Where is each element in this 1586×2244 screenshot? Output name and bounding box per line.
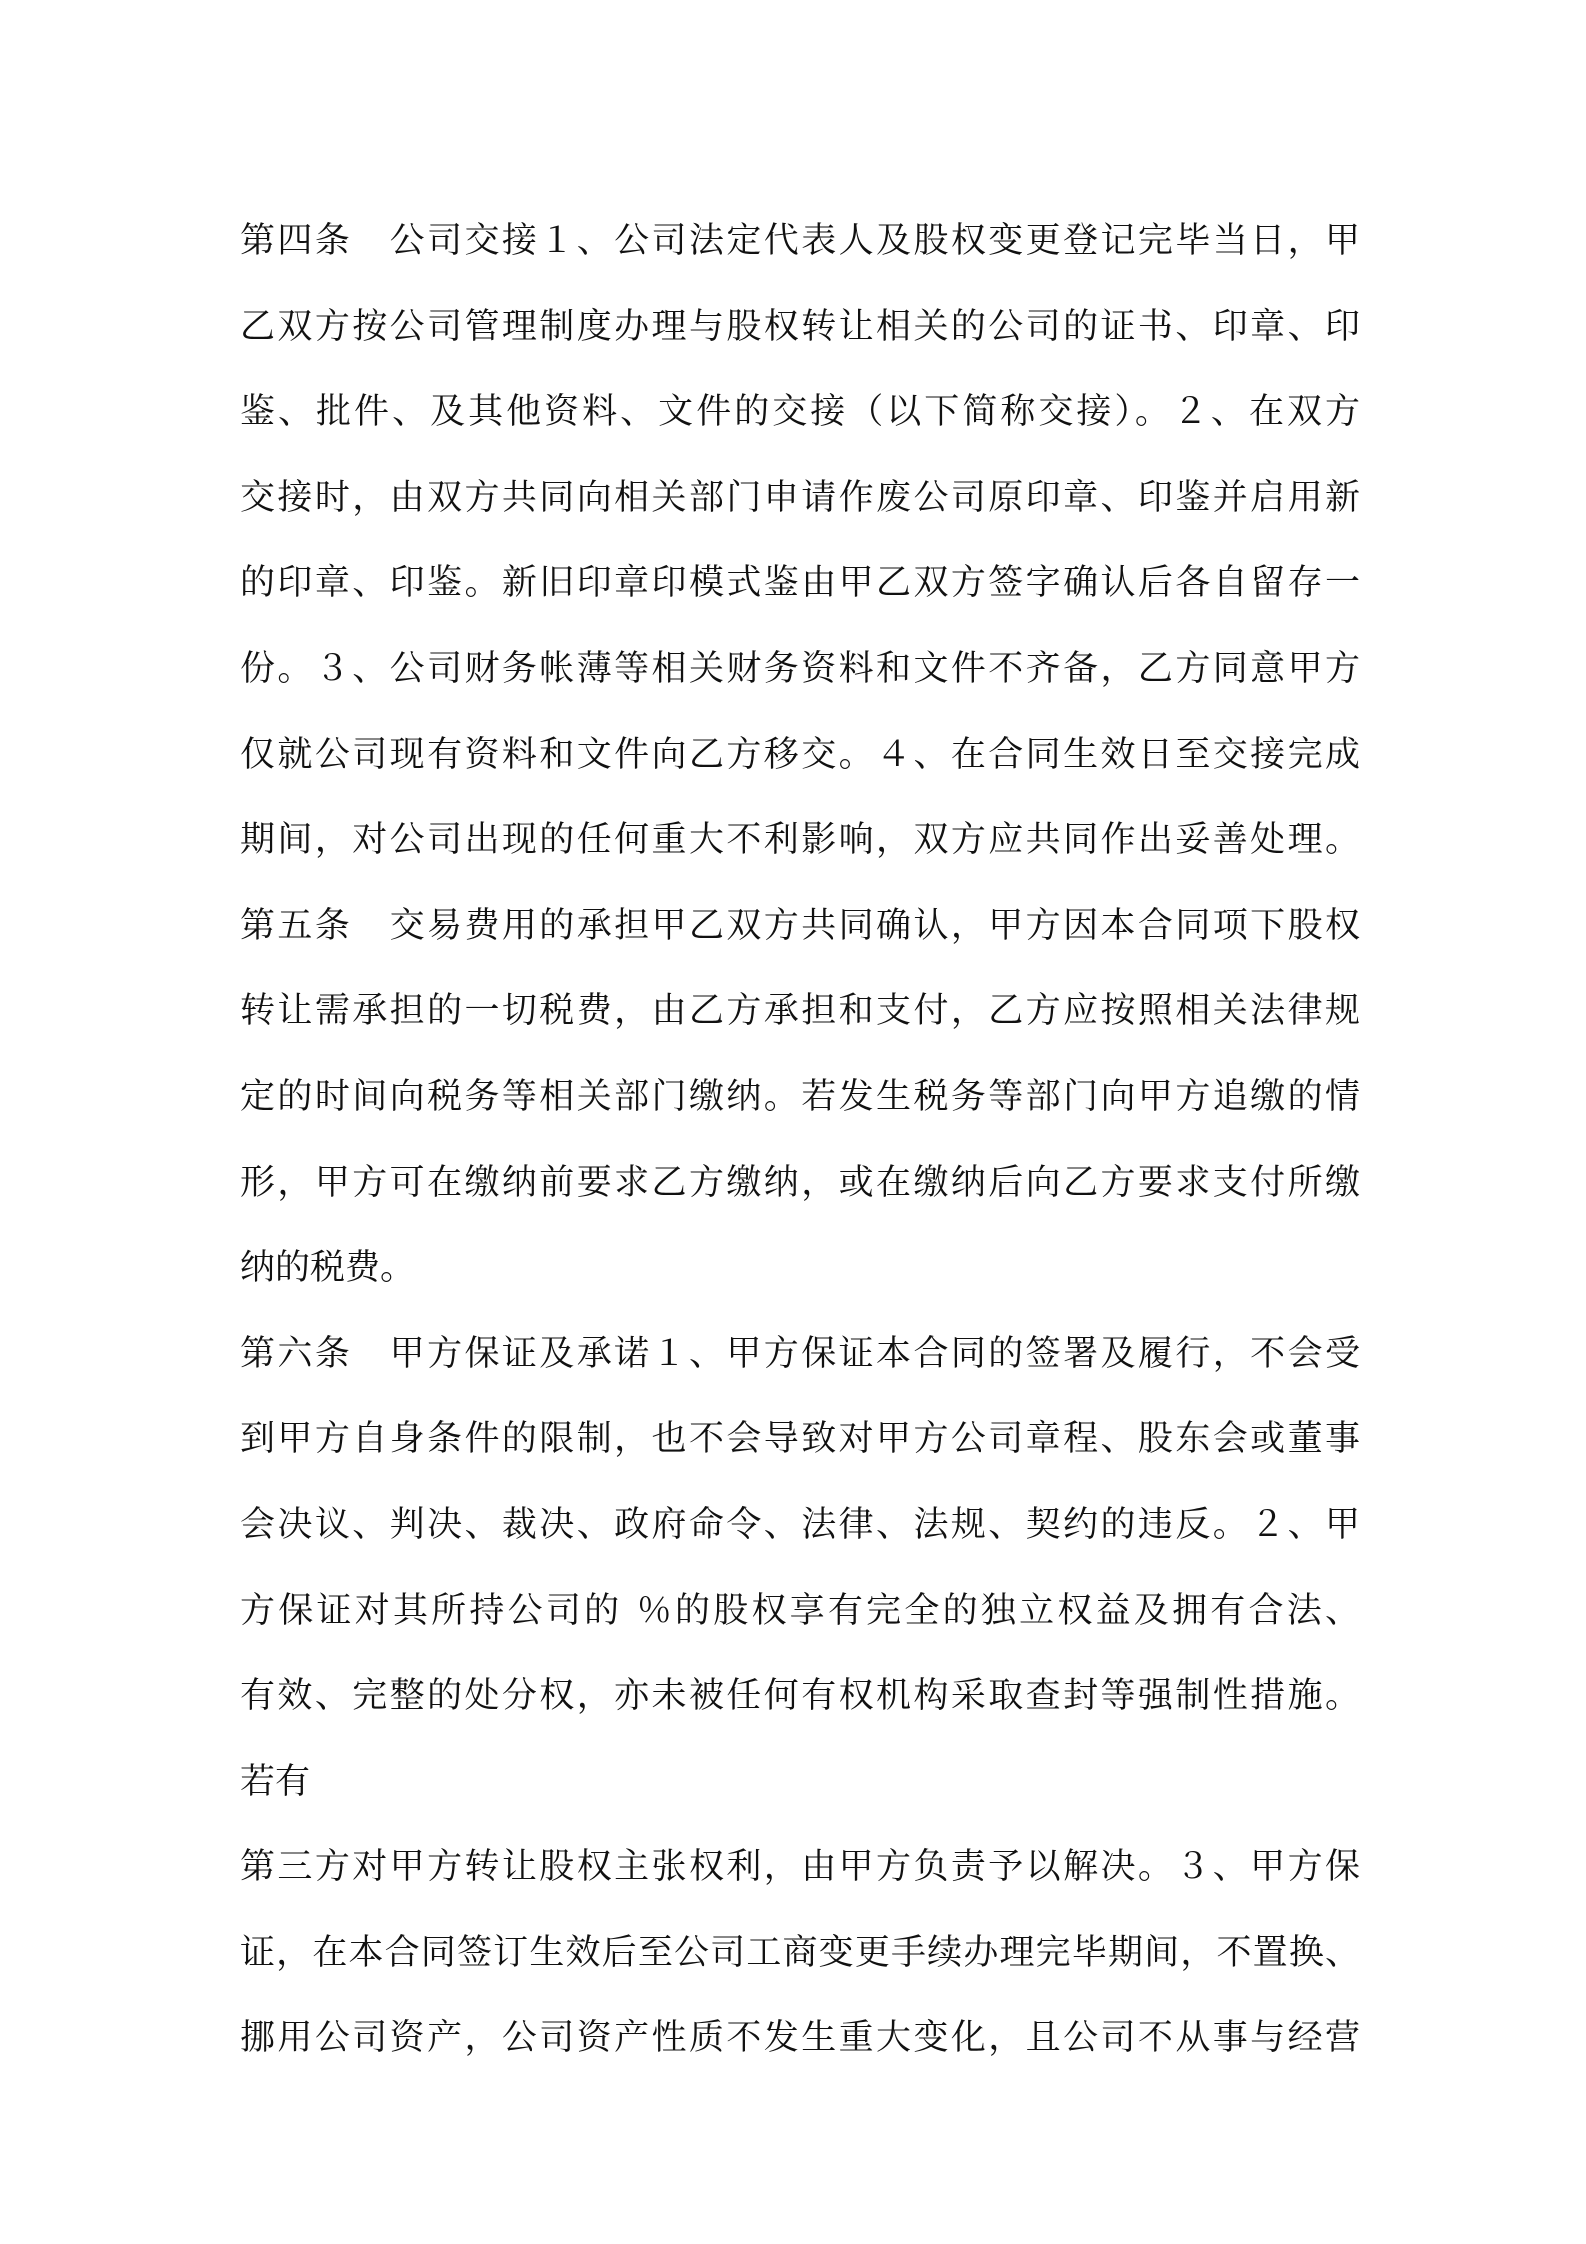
text-line: 第四条 公司交接１、公司法定代表人及股权变更登记完毕当日，甲 bbox=[240, 221, 1360, 261]
text-line: 份。３、公司财务帐薄等相关财务资料和文件不齐备，乙方同意甲方 bbox=[240, 648, 1360, 689]
text-line: 第三方对甲方转让股权主张权利，由甲方负责予以解决。３、甲方保 bbox=[240, 1847, 1360, 1888]
text-line: 期间，对公司出现的任何重大不利影响，双方应共同作出妥善处理。 bbox=[240, 820, 1360, 861]
text-line: 仅就公司现有资料和文件向乙方移交。４、在合同生效日至交接完成 bbox=[240, 734, 1360, 775]
contract-body-text bbox=[240, 199, 1360, 2082]
text-line: 有效、完整的处分权，亦未被任何有权机构采取查封等强制性措施。 bbox=[240, 1676, 1360, 1717]
text-line: 形，甲方可在缴纳前要求乙方缴纳，或在缴纳后向乙方要求支付所缴 bbox=[240, 1162, 1360, 1203]
text-line: 方保证对其所持公司的 ％的股权享有完全的独立权益及拥有合法、 bbox=[240, 1590, 1360, 1631]
text-line: 转让需承担的一切税费，由乙方承担和支付，乙方应按照相关法律规 bbox=[240, 991, 1360, 1032]
text-line: 第六条 甲方保证及承诺１、甲方保证本合同的签署及履行，不会受 bbox=[240, 1333, 1360, 1374]
text-line: 第五条 交易费用的承担甲乙双方共同确认，甲方因本合同项下股权 bbox=[240, 905, 1360, 946]
text-line: 的印章、印鉴。新旧印章印模式鉴由甲乙双方签字确认后各自留存一 bbox=[240, 563, 1360, 604]
text-line: 若有 bbox=[240, 1761, 311, 1802]
text-line: 证，在本合同签订生效后至公司工商变更手续办理完毕期间，不置换、 bbox=[240, 1932, 1360, 1973]
text-line: 定的时间向税务等相关部门缴纳。若发生税务等部门向甲方追缴的情 bbox=[240, 1076, 1360, 1117]
text-line: 鉴、批件、及其他资料、文件的交接（以下简称交接）。２、在双方 bbox=[240, 392, 1360, 433]
text-line: 纳的税费。 bbox=[240, 1248, 416, 1289]
text-line: 会决议、判决、裁决、政府命令、法律、法规、契约的违反。２、甲 bbox=[240, 1504, 1360, 1545]
text-line: 挪用公司资产，公司资产性质不发生重大变化，且公司不从事与经营 bbox=[240, 2018, 1360, 2059]
text-line: 到甲方自身条件的限制，也不会导致对甲方公司章程、股东会或董事 bbox=[240, 1419, 1360, 1460]
text-line: 交接时，由双方共同向相关部门申请作废公司原印章、印鉴并启用新 bbox=[240, 477, 1360, 518]
text-line: 乙双方按公司管理制度办理与股权转让相关的公司的证书、印章、印 bbox=[240, 306, 1360, 347]
